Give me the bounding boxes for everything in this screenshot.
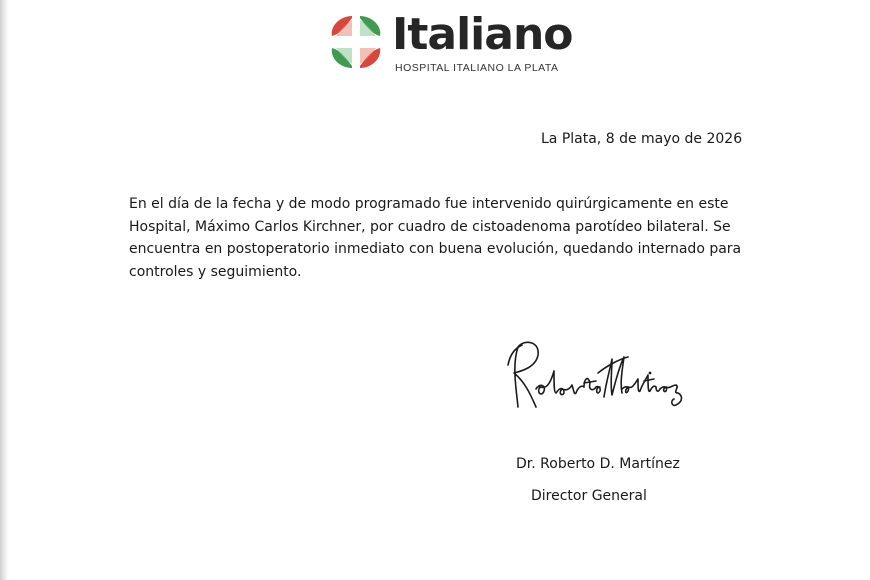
handwritten-signature [500, 335, 690, 435]
cross-leaf-logo-icon [326, 12, 386, 72]
signer-name: Dr. Roberto D. Martínez [516, 456, 680, 472]
brand-name: Italiano [392, 9, 573, 60]
signer-title: Director General [531, 488, 647, 504]
brand-subtitle: HOSPITAL ITALIANO LA PLATA [395, 62, 559, 74]
place-date: La Plata, 8 de mayo de 2026 [541, 131, 743, 147]
letter-body: En el día de la fecha y de modo programado fue intervenido quirúrgicamente en este Hospital, Máximo Carlos Kirchner, por cuadro de cistoadenoma parotídeo bilateral. Se encuentra en postoperatorio inmediato con buena evolución, quedando internado para controles y seguimiento. [129, 196, 742, 280]
page-edge-shadow [0, 0, 9, 580]
hospital-logo [326, 9, 573, 76]
